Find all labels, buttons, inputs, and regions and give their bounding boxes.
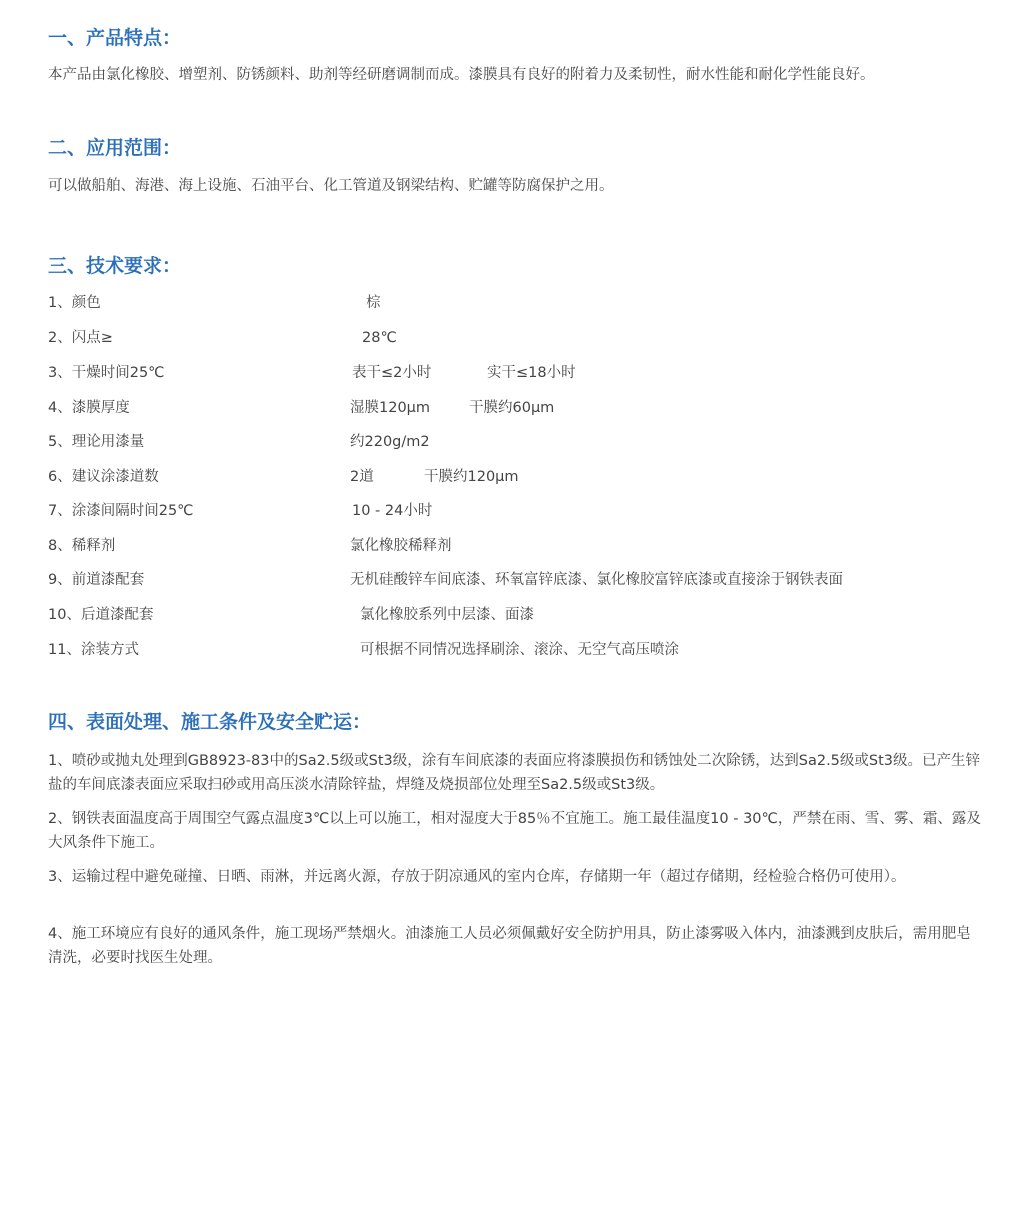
spec-value: 氯化橡胶稀释剂 xyxy=(350,538,452,554)
section-heading-applications: 二、应用范围： xyxy=(48,137,182,159)
spec-label: 1、颜色 xyxy=(48,295,101,311)
spec-value: 氯化橡胶系列中层漆、面漆 xyxy=(360,607,534,623)
applications-text: 可以做船舶、海港、海上设施、石油平台、化工管道及钢梁结构、贮罐等防腐保护之用。 xyxy=(48,178,614,194)
spec-row xyxy=(48,603,988,627)
spec-value: 约220g/m2 xyxy=(350,434,430,450)
spec-value: 10 - 24小时 xyxy=(352,503,433,519)
spec-value: 湿膜120μm xyxy=(350,400,431,416)
spec-label: 4、漆膜厚度 xyxy=(48,400,130,416)
treatment-paragraph: 2、钢铁表面温度高于周围空气露点温度3℃以上可以施工，相对湿度大于85％不宜施工。施工最佳温度10 - 30℃，严禁在雨、雪、雾、霜、露及大风条件下施工。 xyxy=(48,811,981,851)
spec-row xyxy=(48,361,988,385)
spec-label: 5、理论用漆量 xyxy=(48,434,145,450)
spec-extra-value: 实干≤18小时 xyxy=(487,365,576,381)
spec-value: 2道 xyxy=(350,469,374,485)
spec-extra-value: 干膜约120μm xyxy=(424,469,519,485)
features-text: 本产品由氯化橡胶、增塑剂、防锈颜料、助剂等经研磨调制而成。漆膜具有良好的附着力及柔韧性，耐水性能和耐化学性能良好。 xyxy=(48,67,875,83)
spec-label: 11、涂装方式 xyxy=(48,642,139,658)
spec-row xyxy=(48,396,988,420)
spec-value: 可根据不同情况选择刷涂、滚涂、无空气高压喷涂 xyxy=(360,642,679,658)
spec-label: 8、稀释剂 xyxy=(48,538,116,554)
spec-row xyxy=(48,568,988,592)
spec-label: 3、干燥时间25℃ xyxy=(48,365,165,381)
spec-value: 无机硅酸锌车间底漆、环氧富锌底漆、氯化橡胶富锌底漆或直接涂于钢铁表面 xyxy=(350,572,843,588)
spec-label: 2、闪点≥ xyxy=(48,330,113,346)
spec-row xyxy=(48,499,988,523)
spec-row xyxy=(48,430,988,454)
spec-row xyxy=(48,534,988,558)
spec-label: 10、后道漆配套 xyxy=(48,607,154,623)
section-heading-surface-treatment: 四、表面处理、施工条件及安全贮运： xyxy=(48,711,372,733)
spec-row xyxy=(48,465,988,489)
spec-label: 6、建议涂漆道数 xyxy=(48,469,159,485)
treatment-paragraph: 1、喷砂或抛丸处理到GB8923-83中的Sa2.5级或St3级，涂有车间底漆的表面应将漆膜损伤和锈蚀处二次除锈，达到Sa2.5级或St3级。已产生锌盐的车间底漆表面应采取扫砂或用高压淡水清除锌盐，焊缝及烧损部位处理至Sa2.5级或St3级。 xyxy=(48,753,981,793)
spec-row xyxy=(48,326,988,350)
spec-value: 表干≤2小时 xyxy=(352,365,432,381)
spec-label: 9、前道漆配套 xyxy=(48,572,145,588)
spec-value: 28℃ xyxy=(362,330,397,346)
section-heading-features: 一、产品特点： xyxy=(48,27,182,49)
spec-row xyxy=(48,291,988,315)
treatment-paragraph: 4、施工环境应有良好的通风条件，施工现场严禁烟火。油漆施工人员必须佩戴好安全防护用具，防止漆雾吸入体内，油漆溅到皮肤后，需用肥皂清洗，必要时找医生处理。 xyxy=(48,926,971,966)
section-heading-technical: 三、技术要求： xyxy=(48,255,182,277)
spec-label: 7、涂漆间隔时间25℃ xyxy=(48,503,194,519)
spec-value: 棕 xyxy=(366,295,381,311)
treatment-paragraph: 3、运输过程中避免碰撞、日晒、雨淋，并远离火源，存放于阴凉通风的室内仓库，存储期一年（超过存储期，经检验合格仍可使用）。 xyxy=(48,869,906,885)
spec-extra-value: 干膜约60μm xyxy=(469,400,555,416)
spec-row xyxy=(48,638,988,662)
